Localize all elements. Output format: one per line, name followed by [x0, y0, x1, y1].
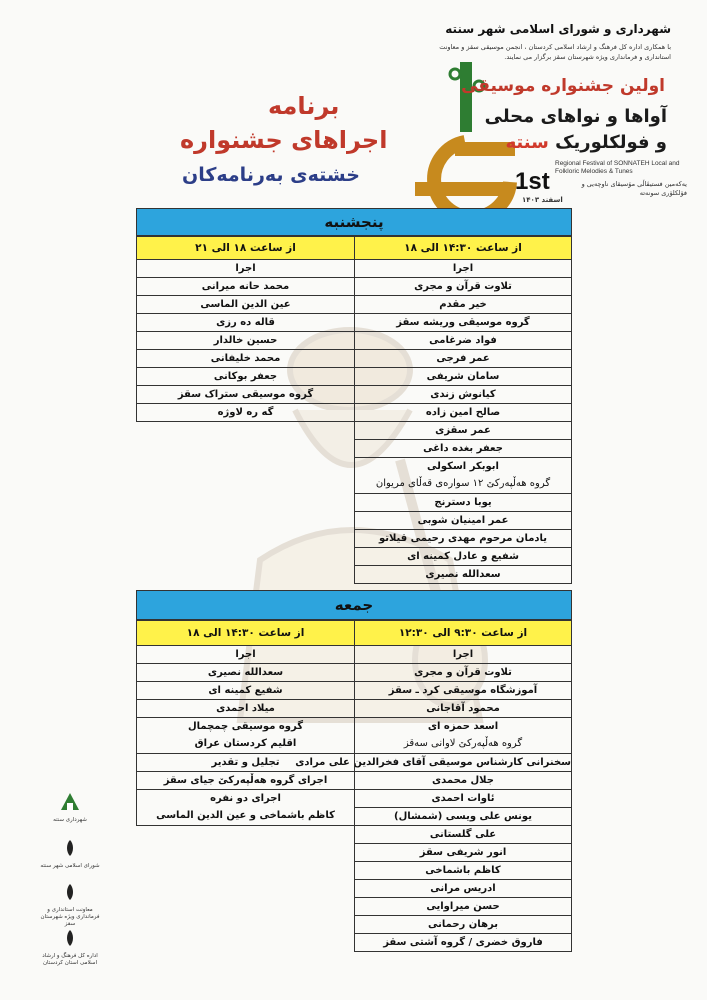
table-cell — [137, 350, 354, 368]
performer-name: علی گلستانی — [429, 829, 497, 840]
performer-name: آموزشگاه موسیقی کرد ـ سقز — [388, 685, 538, 696]
performer-name: سامان شریفی — [426, 371, 500, 382]
performer-name: صالح امین زاده — [425, 407, 501, 418]
table-cell — [355, 682, 571, 700]
table-cell — [355, 880, 571, 898]
table-cell — [355, 700, 571, 718]
performer-name: اجرا — [235, 649, 256, 660]
iran-emblem-icon — [60, 928, 80, 948]
performer-subtitle: کاظم باشماخی و عین الدین الماسی — [156, 810, 335, 821]
edition-label: 1st — [515, 168, 550, 195]
table-cell — [137, 682, 354, 700]
table-cell — [355, 808, 571, 826]
table-cell — [355, 934, 571, 952]
table-cell — [355, 332, 571, 350]
festival-kurdish-name: یەکەمین فستیڤاڵی مۆسیقای ناوچەیی و فۆلکلۆری سونەتە — [581, 180, 687, 197]
table-cell — [137, 790, 354, 826]
table-cell — [355, 826, 571, 844]
logo-label: شهرداری سنته — [53, 817, 87, 823]
table-cell — [355, 664, 571, 682]
table-cell — [355, 916, 571, 934]
performer-name: تلاوت قرآن و مجری — [414, 667, 512, 678]
table-cell — [355, 772, 571, 790]
table-cell — [355, 296, 571, 314]
table-cell — [355, 278, 571, 296]
performer-name: عمر سقزی — [435, 425, 491, 436]
table-cell — [355, 386, 571, 404]
performer-name: اسعد حمزه ای — [427, 721, 499, 732]
table-cell — [355, 440, 571, 458]
day-header-thursday: پنجشنبه — [136, 208, 572, 236]
table-cell — [355, 350, 571, 368]
performer-name: محمد خلیفانی — [210, 353, 281, 364]
table-cell — [355, 566, 571, 584]
page-title: برنامه — [268, 92, 340, 120]
performer-name: ادریس مرانی — [430, 883, 496, 894]
day-header-friday: جمعه — [136, 590, 572, 620]
table-cell — [355, 422, 571, 440]
performer-name: سعدالله نصیری — [207, 667, 284, 678]
table-cell — [355, 844, 571, 862]
performer-name: قاله ده رزی — [216, 317, 275, 328]
performer-subtitle: گروه هەڵپەرکێ ١٢ سوارەی قەڵای مریوان — [375, 478, 551, 489]
table-cell — [137, 260, 354, 278]
table-cell — [355, 404, 571, 422]
performer-subtitle: اقلیم کردستان عراق — [194, 738, 297, 749]
table-cell — [137, 386, 354, 404]
performer-name: اجرا — [452, 263, 474, 274]
performer-name: حسن میراوایی — [426, 901, 500, 912]
performer-name: تلاوت قرآن و مجری — [414, 281, 512, 292]
festival-english-name: Regional Festival of SONNATEH Local and Folkloric Melodies & Tunes — [555, 160, 680, 175]
column-header-friday-right: از ساعت ۹:۳۰ الی ۱۲:۳۰ — [354, 620, 572, 646]
festival-name-line1: اولین جشنواره موسیقی — [461, 76, 665, 96]
table-cell — [137, 296, 354, 314]
festival-date: اسفند ۱۴۰۳ — [522, 196, 563, 204]
performer-name: جعفر بغده داغی — [423, 443, 503, 454]
table-cell — [137, 314, 354, 332]
table-cell — [355, 790, 571, 808]
table-cell — [355, 512, 571, 530]
thursday-right-column — [354, 260, 572, 584]
table-cell — [355, 862, 571, 880]
performer-name: کاظم باشماخی — [425, 865, 501, 876]
festival-name-line3-b: سنته — [505, 132, 549, 153]
performer-name: اجرا — [452, 649, 474, 660]
thursday-left-column — [136, 260, 355, 422]
logo-label: شورای اسلامی شهر سنته — [40, 863, 100, 869]
table-cell — [355, 530, 571, 548]
table-cell — [137, 404, 354, 422]
performer-name: میلاد احمدی — [216, 703, 275, 714]
performer-name: فواد ضرغامی — [429, 335, 497, 346]
performer-name: تجلیل و تقدیر — [211, 757, 280, 768]
festival-name-line3 — [505, 132, 667, 153]
page-subtitle: اجراهای جشنواره — [180, 126, 388, 154]
table-cell — [137, 278, 354, 296]
table-cell — [355, 458, 571, 494]
logo-city-council — [40, 838, 100, 870]
column-header-thursday-left: از ساعت ۱۸ الی ۲۱ — [136, 236, 355, 260]
performer-name: عین الدین الماسی — [200, 299, 291, 310]
performer-name: عمر امینیان شوبی — [417, 515, 509, 526]
table-cell — [137, 332, 354, 350]
logo-label: اداره کل فرهنگ و ارشاد اسلامی استان کردستان — [42, 953, 98, 966]
performer-name: گروه موسیقی ستراک سقز — [177, 389, 314, 400]
performer-name: محمود آقاجانی — [426, 703, 500, 714]
festival-name-line2: آواها و نواهای محلی — [484, 106, 667, 127]
table-cell — [137, 754, 354, 772]
performer-name: کیانوش زندی — [430, 389, 496, 400]
table-cell — [355, 548, 571, 566]
performer-name: اجرا — [235, 263, 256, 274]
table-cell — [355, 260, 571, 278]
performer-name: سعدالله نصیری — [425, 569, 501, 580]
table-cell — [355, 718, 571, 754]
performer-name: یوبا دسترنج — [434, 497, 492, 508]
table-cell — [355, 494, 571, 512]
table-cell — [137, 368, 354, 386]
table-cell — [355, 314, 571, 332]
performer-name: یادمان مرحوم مهدی رحیمی قیلاتو — [378, 533, 548, 544]
performer-name: اجرای گروه هەڵپەرکێ جیای سقز — [163, 775, 328, 786]
organizer-subtitle: با همکاری اداره کل فرهنگ و ارشاد اسلامی کردستان ، انجمن موسیقی سقز و معاونت استانداری و فرمانداری ویژه شهرستان سقز برگزار می نمایند. — [439, 43, 671, 61]
table-cell — [137, 718, 354, 754]
performer-name: جعفر بوکانی — [213, 371, 278, 382]
festival-name-line3-a: و فولکلوریک — [555, 132, 667, 153]
performer-name: گروه موسیقی وریشه سقز — [396, 317, 530, 328]
table-cell — [355, 368, 571, 386]
performer-name: گروه موسیقی چمچمال — [187, 721, 304, 732]
logo-label: معاونت استانداری و فرمانداری ویژه شهرستان سقز — [40, 907, 100, 927]
performer-name: خیر مقدم — [439, 299, 487, 310]
performer-name: ابوبکر اسکولی — [427, 461, 499, 472]
performer-name: انور شریفی سقز — [419, 847, 507, 858]
performer-subtitle: گروه هەڵپەرکێ لاوانی سەقز — [403, 738, 523, 749]
performer-name: گه ره لاوژه — [217, 407, 274, 418]
performer-name: شفیع و عادل کمینه ای — [407, 551, 519, 562]
table-cell — [355, 646, 571, 664]
performer-name: محمد حانه میرانی — [201, 281, 290, 292]
performer-name: شفیع کمینه ای — [208, 685, 283, 696]
table-cell — [355, 898, 571, 916]
column-header-friday-left: از ساعت ۱۴:۳۰ الی ۱۸ — [136, 620, 355, 646]
organizer-title: شهرداری و شورای اسلامی شهر سنته — [445, 22, 671, 36]
performer-name: یونس علی ویسی (شمشال) — [394, 811, 532, 822]
performer-name: حسین خالدار — [213, 335, 278, 346]
performer-name: سخنرانی کارشناس موسیقی آقای فخرالدین علی مرادی — [295, 757, 571, 768]
friday-left-column — [136, 646, 355, 826]
logo-municipality — [40, 792, 100, 824]
performer-name: عمر فرجی — [436, 353, 490, 364]
friday-right-column — [295, 646, 572, 952]
performer-name: جلال محمدی — [431, 775, 494, 786]
performer-name: برهان رحمانی — [428, 919, 498, 930]
logo-governorate — [40, 882, 100, 928]
table-cell — [137, 646, 354, 664]
page-subtitle-kurdish: خشتەی بەرنامەکان — [182, 164, 360, 186]
column-header-thursday-right: از ساعت ۱۴:۳۰ الی ۱۸ — [354, 236, 572, 260]
table-cell — [137, 664, 354, 682]
performer-name: ئاوات احمدی — [431, 793, 495, 804]
performer-name: اجرای دو نفره — [210, 793, 281, 804]
table-cell — [137, 772, 354, 790]
iran-emblem-icon — [60, 838, 80, 858]
municipality-logo-icon — [60, 792, 80, 812]
performer-name: فاروق خضری / گروه آشتی سقز — [383, 937, 543, 948]
iran-emblem-icon — [60, 882, 80, 902]
table-cell — [295, 754, 571, 772]
logo-culture-office — [40, 928, 100, 967]
table-cell — [137, 700, 354, 718]
